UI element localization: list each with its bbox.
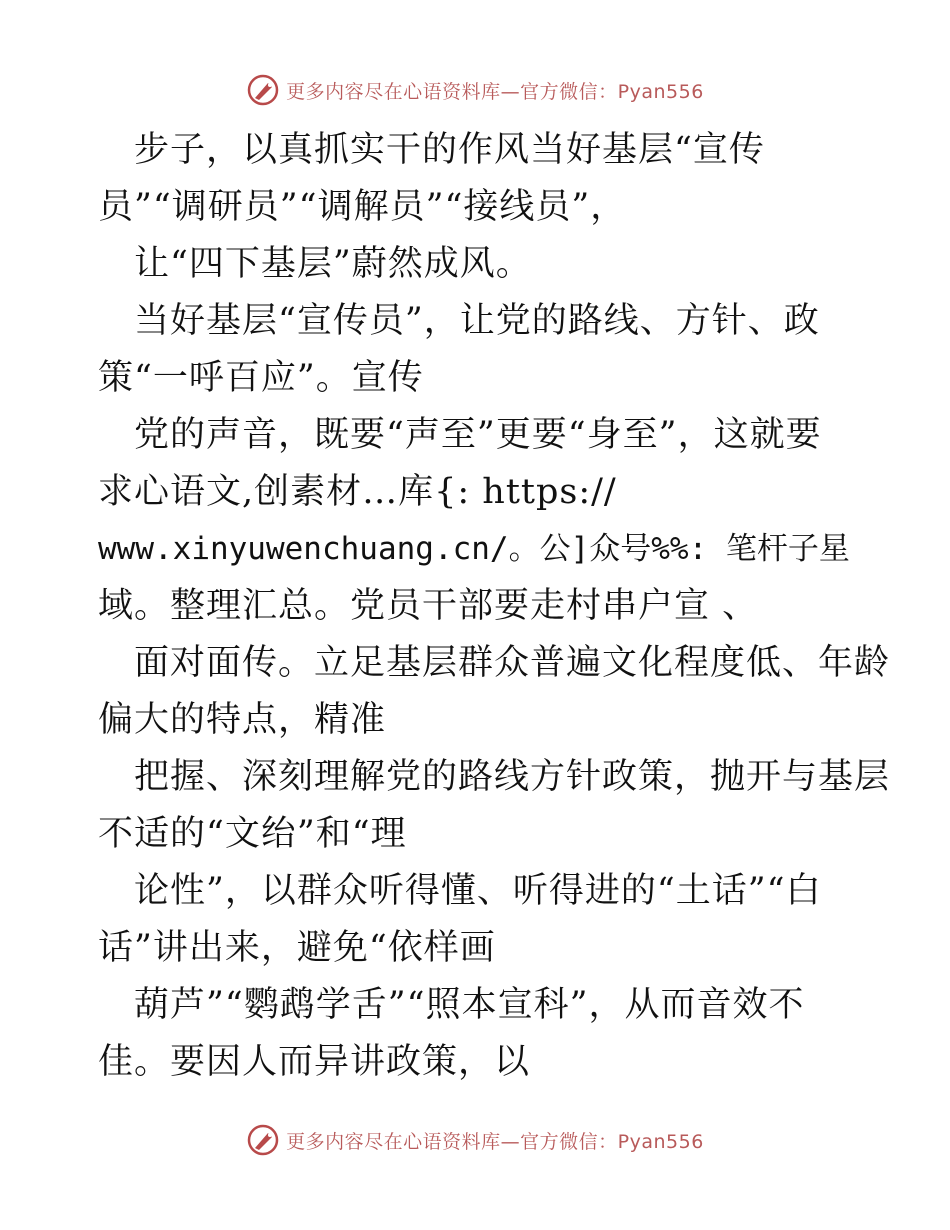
header-watermark (0, 70, 950, 110)
text-line: 求心语文,创素材…库{: https:// (98, 472, 617, 512)
text-line: 论性”，以群众听得懂、听得进的“土话”“白 (134, 871, 822, 911)
text-line: 策“一呼百应”。宣传 (98, 358, 424, 398)
text-line: 把握、深刻理解党的路线方针政策，抛开与基层 (134, 757, 891, 797)
pen-logo-icon (246, 73, 280, 107)
pen-logo-icon (246, 1123, 280, 1157)
footer-watermark (0, 1120, 950, 1160)
text-line: 话”讲出来，避免“依样画 (98, 928, 496, 968)
document-body (98, 122, 891, 1091)
text-line: 葫芦”“鹦鹉学舌”“照本宣科”，从而音效不 (134, 985, 805, 1025)
text-line: 党的声音，既要“声至”更要“身至”，这就要 (134, 415, 822, 455)
text-line: 域。整理汇总。党员干部要走村串户宣 、 (98, 586, 759, 626)
watermark-text: 更多内容尽在心语资料库—官方微信：Pyan556 (286, 80, 704, 103)
text-line: 面对面传。立足基层群众普遍文化程度低、年龄 (134, 643, 891, 683)
text-line: 不适的“文绐”和“理 (98, 814, 407, 854)
text-line: 员”“调研员”“调解员”“接线员”， (98, 187, 627, 227)
text-line: 让“四下基层”蔚然成风。 (134, 244, 532, 284)
text-line: 当好基层“宣传员”，让党的路线、方针、政 (134, 301, 820, 341)
text-line: 佳。要因人而异讲政策，以 (98, 1042, 531, 1082)
text-line: 步子，以真抓实干的作风当好基层“宣传 (134, 130, 765, 170)
text-line: 偏大的特点，精准 (98, 700, 387, 740)
text-line: www.xinyuwenchuang.cn/。公]众号%%: 笔杆子星 (98, 531, 850, 567)
watermark-text: 更多内容尽在心语资料库—官方微信：Pyan556 (286, 1130, 704, 1153)
